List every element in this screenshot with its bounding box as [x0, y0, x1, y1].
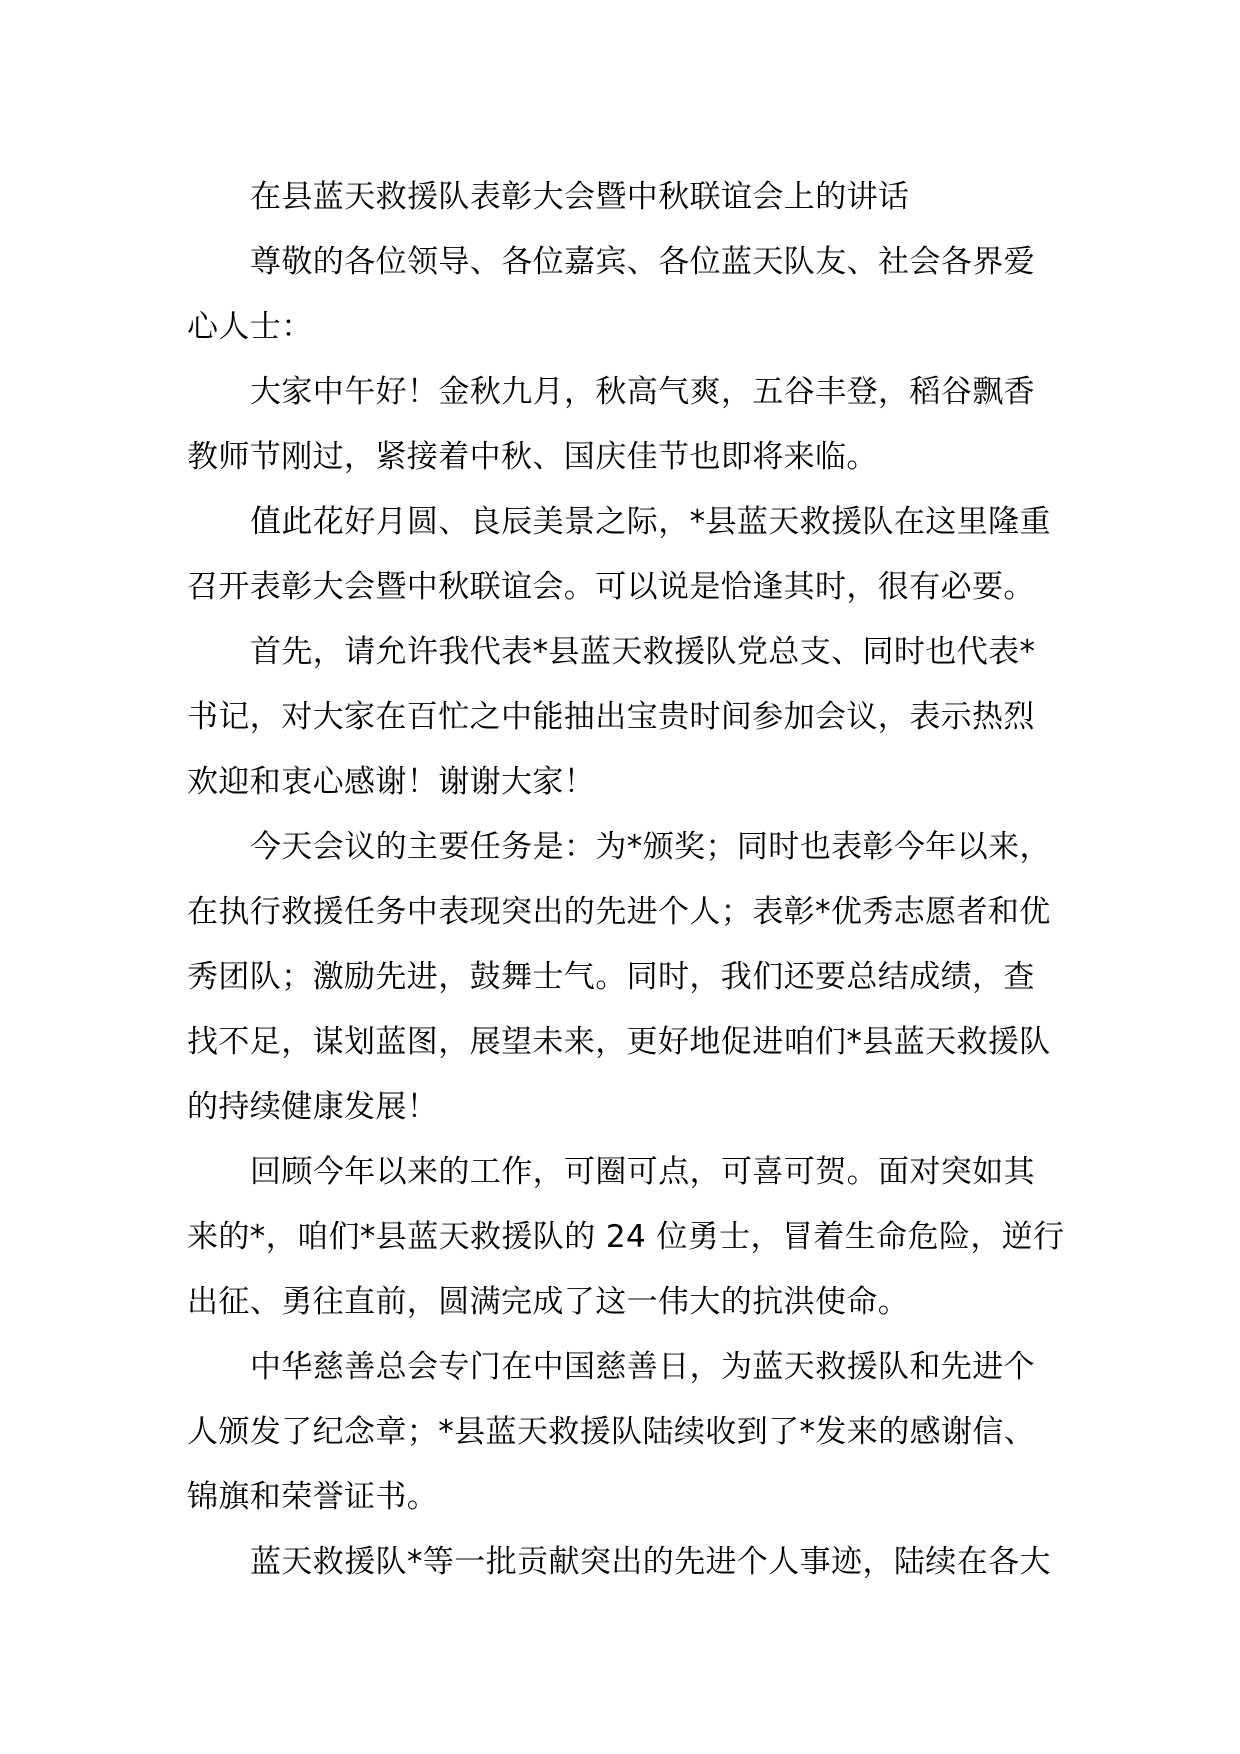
text-line: 首先，请允许我代表*县蓝天救援队党总支、同时也代表*: [250, 634, 1036, 670]
review-paragraph: [187, 1140, 1065, 1335]
welcome-paragraph: [187, 620, 1057, 815]
individuals-paragraph: [187, 1530, 1057, 1595]
salutation-paragraph: [187, 230, 1057, 360]
text-line: 回顾今年以来的工作，可圈可点，可喜可贺。面对突如其: [250, 1154, 1035, 1190]
text-line: 锦旗和荣誉证书。: [187, 1479, 439, 1515]
occasion-paragraph: [187, 490, 1057, 620]
text-line: 找不足，谋划蓝图，展望未来，更好地促进咱们*县蓝天救援队: [187, 1024, 1051, 1060]
text-line: 今天会议的主要任务是：为*颁奖；同时也表彰今年以来，: [250, 829, 1051, 865]
text-line: 召开表彰大会暨中秋联谊会。可以说是恰逢其时，很有必要。: [187, 569, 1035, 605]
agenda-paragraph: [187, 815, 1057, 1140]
text-line: 在县蓝天救援队表彰大会暨中秋联谊会上的讲话: [250, 179, 910, 215]
text-line: 欢迎和衷心感谢！谢谢大家！: [187, 764, 596, 800]
text-line: 教师节刚过，紧接着中秋、国庆佳节也即将来临。: [187, 439, 878, 475]
text-line: 大家中午好！金秋九月，秋高气爽，五谷丰登，稻谷飘香: [250, 374, 1035, 410]
text-line: 人颁发了纪念章；*县蓝天救援队陆续收到了*发来的感谢信、: [187, 1414, 1036, 1450]
speech-title: [187, 165, 1057, 230]
text-line: 在执行救援任务中表现突出的先进个人；表彰*优秀志愿者和优: [187, 894, 1051, 930]
text-line: 秀团队；激励先进，鼓舞士气。同时，我们还要总结成绩，查: [187, 959, 1035, 995]
speech-body: [187, 165, 1065, 1595]
text-line: 的持续健康发展！: [187, 1089, 439, 1125]
greeting-paragraph: [187, 360, 1057, 490]
text-line: 蓝天救援队*等一批贡献突出的先进个人事迹，陆续在各大: [250, 1544, 1051, 1580]
text-line: 中华慈善总会专门在中国慈善日，为蓝天救援队和先进个: [250, 1349, 1035, 1385]
text-line: 书记，对大家在百忙之中能抽出宝贵时间参加会议，表示热烈: [187, 699, 1035, 735]
text-line: 来的*，咱们*县蓝天救援队的 24 位勇士，冒着生命危险，逆行: [187, 1219, 1065, 1255]
text-line: 尊敬的各位领导、各位嘉宾、各位蓝天队友、社会各界爱: [250, 244, 1035, 280]
text-line: 值此花好月圆、良辰美景之际，*县蓝天救援队在这里隆重: [250, 504, 1051, 540]
text-line: 出征、勇往直前，圆满完成了这一伟大的抗洪使命。: [187, 1284, 910, 1320]
text-line: 心人士：: [187, 309, 313, 345]
honors-paragraph: [187, 1335, 1057, 1530]
